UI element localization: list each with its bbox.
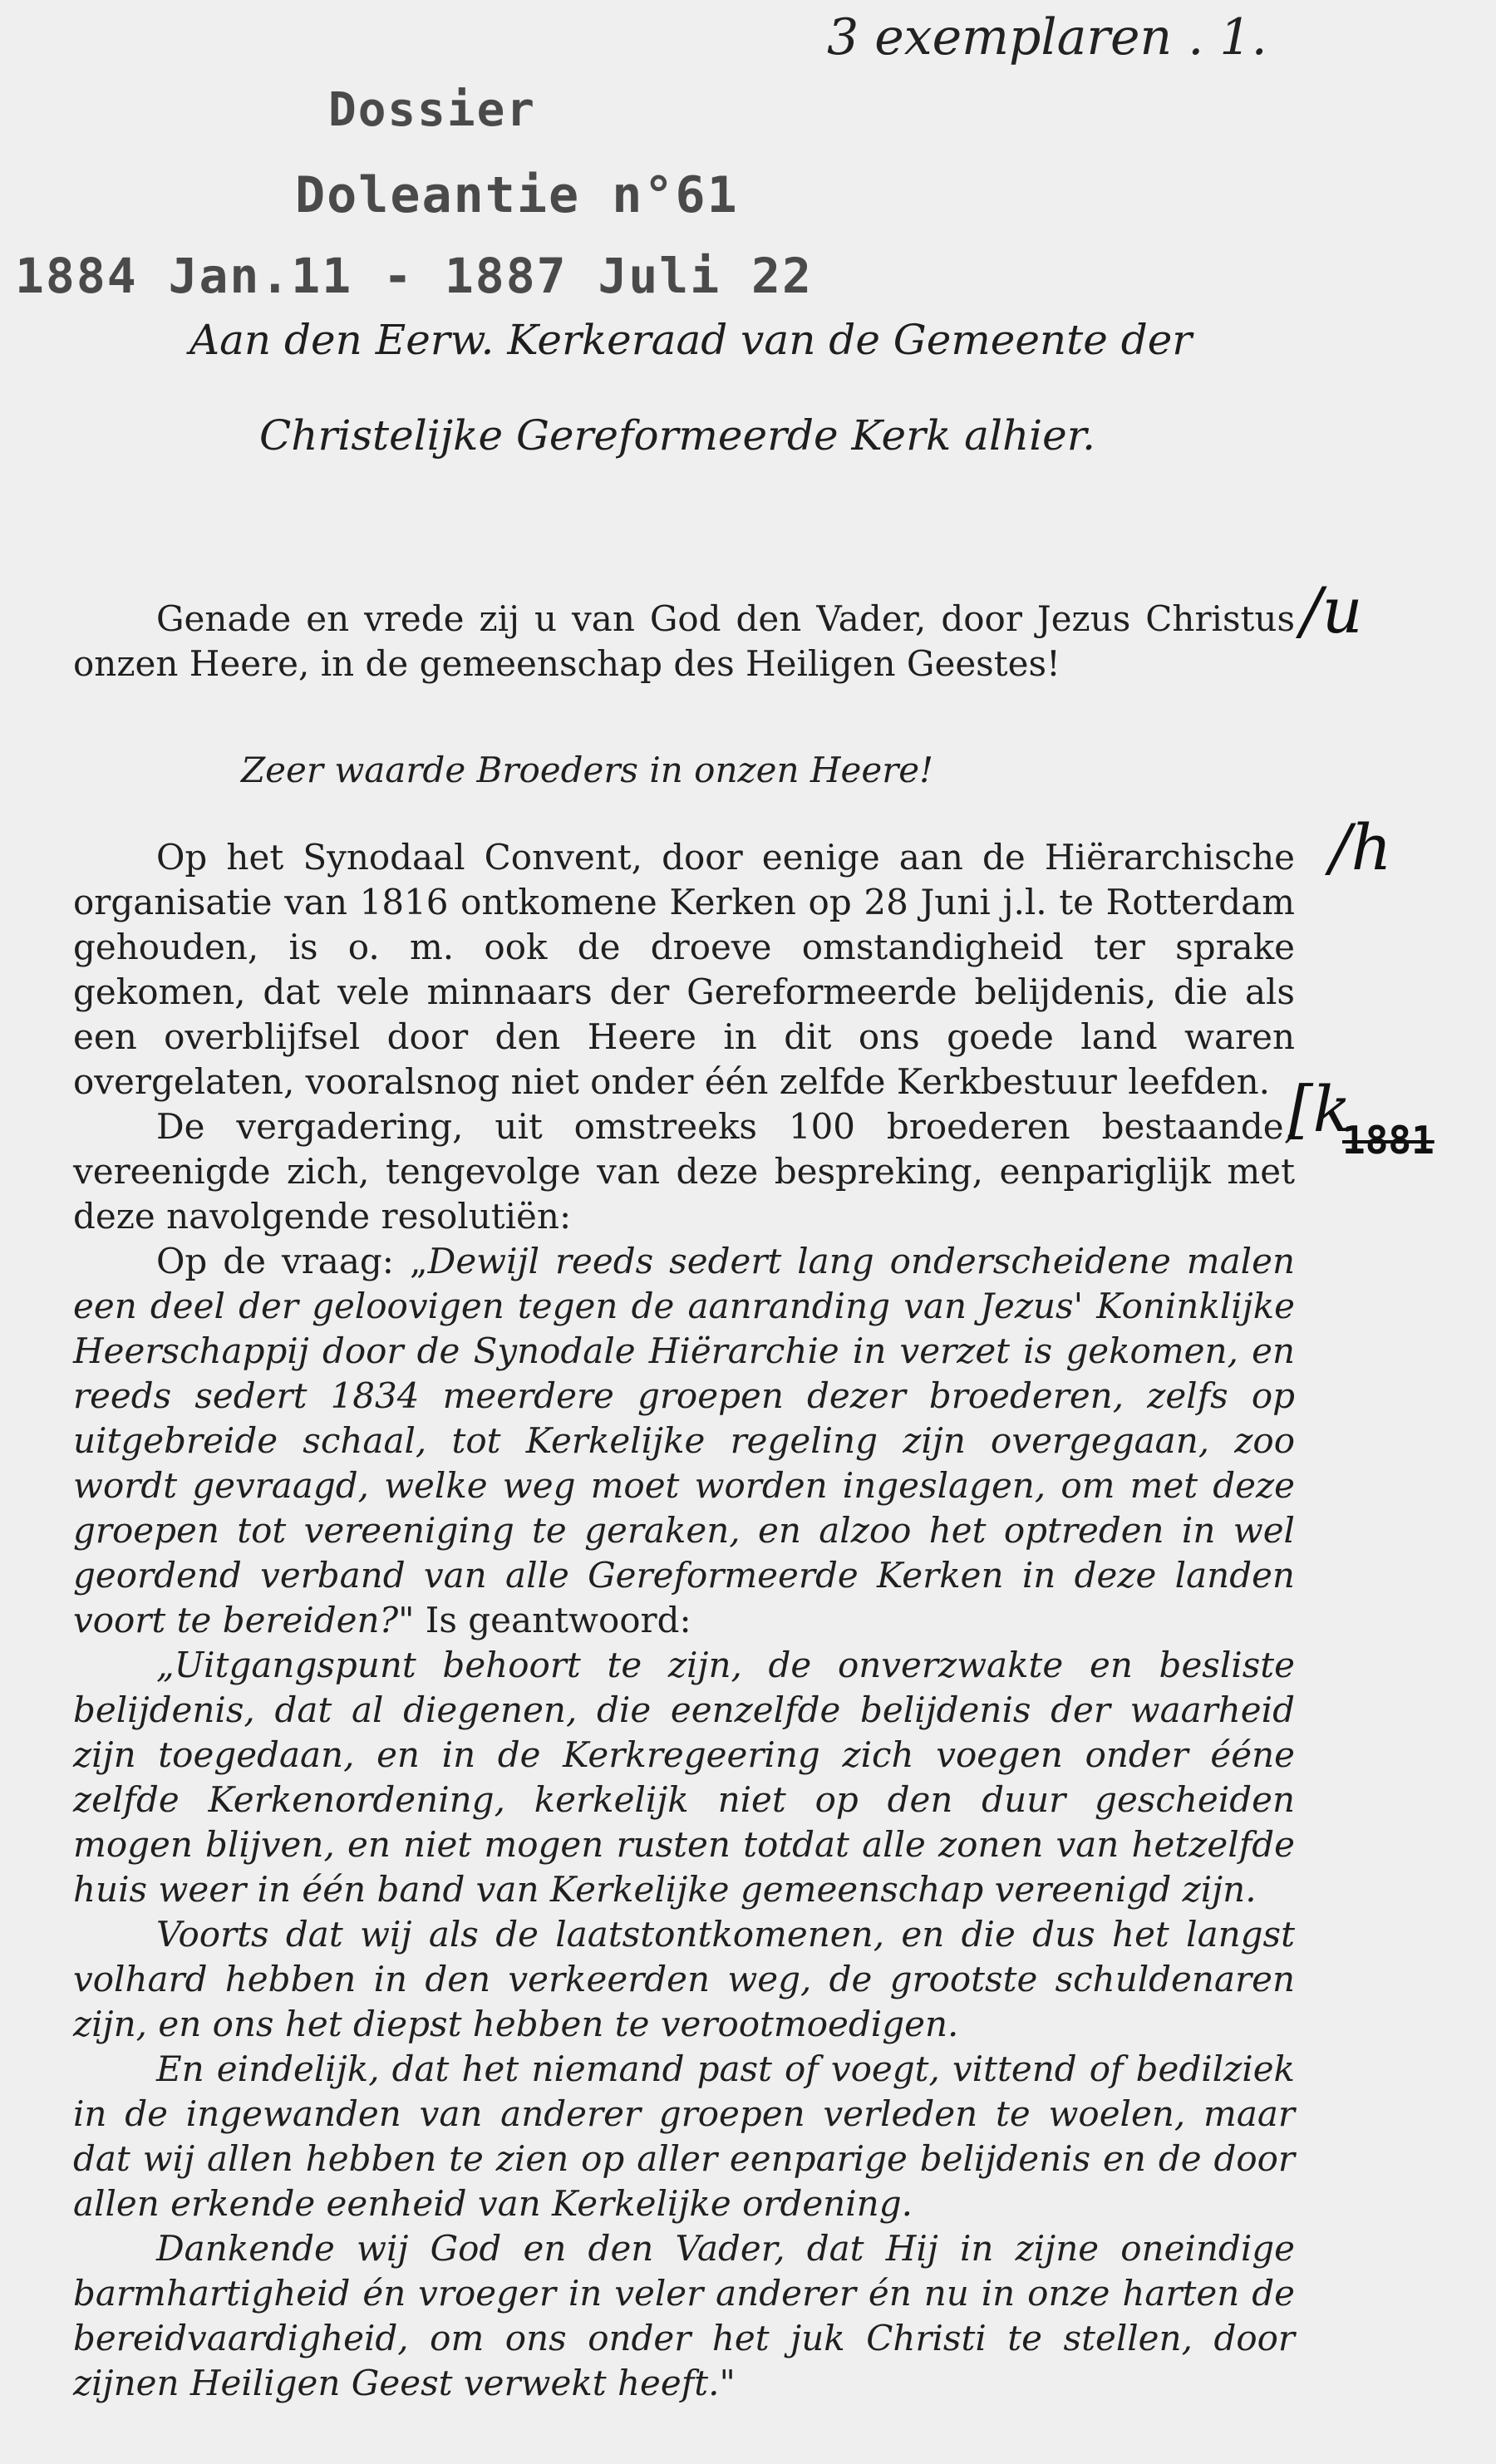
letter-heading-line1: Aan den Eerw. Kerkeraad van de Gemeente der	[189, 316, 1193, 364]
margin-mark-k: [k	[1288, 1072, 1351, 1146]
paragraph-voorts: Voorts dat wij als de laatstontkomenen, en die dus het langst volhard hebben in den verkeerden weg, de grootste schuldenaren zijn, en ons het diepst hebben te verootmoedigen.	[73, 1914, 1295, 2044]
greeting-text: Genade en vrede zij u van God den Vader, door Jezus Christus onzen Heere, in de gemeenschap des Heiligen Geestes!	[73, 598, 1295, 684]
paragraph-eindelijk: En eindelijk, dat het niemand past of voegt, vittend of bedilziek in de ingewanden van anderer groepen verleden te woelen, maar dat wij allen hebben te zien op aller eenparige belijdenis en de door allen erkende eenheid van Kerkelijke ordening.	[73, 2048, 1295, 2224]
paragraph-convent: Op het Synodaal Convent, door eenige aan de Hiërarchische organisatie van 1816 ontkomene Kerken op 28 Juni j.l. te Rotterdam gehouden, is o. m. ook de droeve omstandigheid ter sprake gekomen, dat vele minnaars der Gereformeerde belijdenis, die als een overblijfsel door den Heere in dit ons goede land waren overgelaten, vooralsnog niet onder één zelfde Kerkbestuur leefden.	[73, 837, 1295, 1102]
question-text: Dewijl reeds sedert lang onderscheidene malen een deel der geloovigen tegen de aanranding van Jezus' Koninklijke Heerschappij door de Synodale Hiërarchie in verzet is gekomen, en reeds sedert 1834 meerdere groepen dezer broederen, zelfs op uitgebreide schaal, tot Kerkelijke regeling zijn overgegaan, zoo wordt gevraagd, welke weg moet worden ingeslagen, om met deze groepen tot vereeniging te geraken, en alzoo het optreden in wel geordend verband van alle Gereformeerde Kerken in deze landen voort te bereiden?"	[73, 1241, 1295, 1640]
letter-body	[73, 835, 1295, 2406]
question-intro: Op de vraag: „	[156, 1241, 428, 1281]
struck-out-number: 1881	[1342, 1118, 1434, 1163]
margin-mark-u: /u	[1301, 573, 1363, 647]
salutation: Zeer waarde Broeders in onzen Heere!	[241, 750, 934, 790]
greeting-block	[73, 597, 1295, 686]
archive-stamp-dossier: Dossier	[328, 83, 537, 137]
margin-mark-h: /h	[1330, 810, 1392, 884]
archive-stamp-doleantie: Doleantie n°61	[295, 166, 739, 224]
answer-label: Is geantwoord:	[414, 1600, 691, 1640]
handwritten-copies-note: 3 exemplaren . 1.	[827, 8, 1267, 66]
paragraph-uitgangspunt: „Uitgangspunt behoort te zijn, de onverzwakte en besliste belijdenis, dat al diegenen, die eenzelfde belijdenis der waarheid zijn toegedaan, en in de Kerkregeering zich voegen onder ééne zelfde Kerkenordening, kerkelijk niet op den duur gescheiden mogen blijven, en niet mogen rusten totdat alle zonen van hetzelfde huis weer in één band van Kerkelijke gemeenschap vereenigd zijn.	[73, 1645, 1295, 1910]
letter-heading-line2: Christelijke Gereformeerde Kerk alhier.	[259, 411, 1096, 460]
paragraph-vraag	[73, 1239, 1295, 1643]
paragraph-dankende: Dankende wij God en den Vader, dat Hij in zijne oneindige barmhartigheid én vroeger in veler anderer én nu in onze harten de bereidvaardigheid, om ons onder het juk Christi te stellen, door zijnen Heiligen Geest verwekt heeft."	[73, 2228, 1295, 2403]
archive-stamp-dates: 1884 Jan.11 - 1887 Juli 22	[15, 248, 813, 304]
paragraph-vergadering: De vergadering, uit omstreeks 100 broederen bestaande, vereenigde zich, tengevolge van deze bespreking, eenpariglijk met deze navolgende resolutiën:	[73, 1106, 1295, 1237]
